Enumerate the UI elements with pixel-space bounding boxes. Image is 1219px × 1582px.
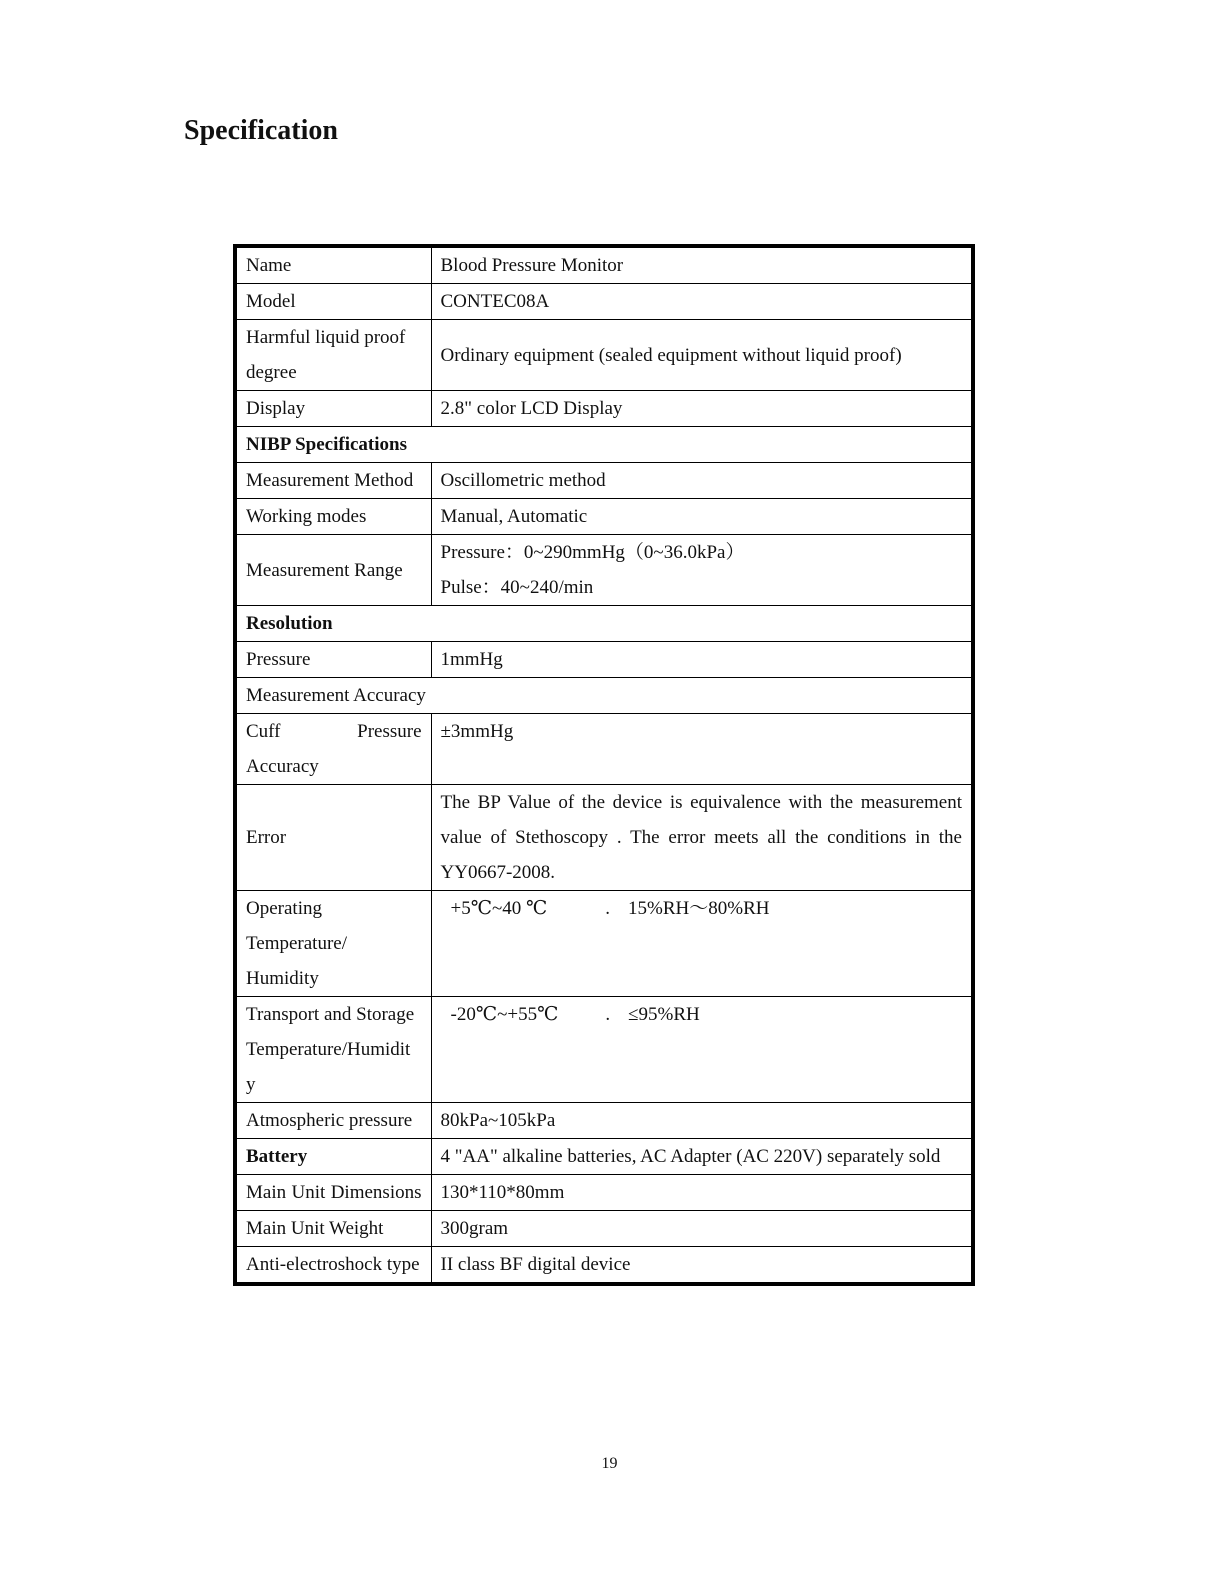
range-pulse: Pulse：40~240/min [440,577,594,598]
label-line: Temperature/Humidit [246,1039,411,1060]
row-label [235,997,431,1103]
row-label: Model [235,284,431,320]
table-row [235,1175,973,1211]
section-row [235,427,973,463]
table-row [235,1139,973,1175]
temperature-range: +5℃~40 ℃ [450,898,548,919]
separator: . [605,1004,611,1025]
row-label: Pressure [235,642,431,678]
table-row [235,535,973,606]
row-value: 2.8" color LCD Display [431,391,973,427]
page-title: Specification [184,115,338,146]
table-row [235,284,973,320]
row-value: Blood Pressure Monitor [431,246,973,284]
humidity-range: ≤95%RH [628,1004,700,1025]
separator: . [605,898,611,919]
table-row [235,1211,973,1247]
humidity-range: 15%RH～80%RH [628,898,770,919]
row-label: Main Unit Weight [235,1211,431,1247]
section-heading-accuracy: Measurement Accuracy [235,678,973,714]
row-label: Harmful liquid proof degree [235,320,431,391]
row-value: 80kPa~105kPa [431,1103,973,1139]
row-value: 1mmHg [431,642,973,678]
table-row [235,246,973,284]
row-label: Working modes [235,499,431,535]
row-label: Battery [235,1139,431,1175]
table-row [235,1247,973,1285]
row-label: Anti-electroshock type [235,1247,431,1285]
label-line: Transport and Storage [246,1004,415,1025]
label-line: Humidity [246,968,319,989]
table-row [235,320,973,391]
table-row [235,997,973,1103]
table-row [235,463,973,499]
row-value: 4 "AA" alkaline batteries, AC Adapter (AC 220V) separately sold [431,1139,973,1175]
row-value: Manual, Automatic [431,499,973,535]
specification-table [233,244,975,1286]
row-value: ±3mmHg [431,714,973,785]
table-row [235,499,973,535]
label-line: Operating [246,898,322,919]
row-value [431,535,973,606]
section-heading-resolution: Resolution [235,606,973,642]
row-value: Oscillometric method [431,463,973,499]
label-line: Temperature/ [246,933,348,954]
page-number: 19 [601,1455,618,1472]
row-label: Name [235,246,431,284]
row-value: II class BF digital device [431,1247,973,1285]
section-row [235,678,973,714]
row-label: Error [235,785,431,891]
row-label: Measurement Method [235,463,431,499]
row-label: Display [235,391,431,427]
label-line: y [246,1074,256,1095]
section-heading-nibp: NIBP Specifications [235,427,973,463]
table-row [235,642,973,678]
table-row [235,714,973,785]
row-label [235,891,431,997]
row-label: Cuff Pressure Accuracy [235,714,431,785]
row-value: Ordinary equipment (sealed equipment without liquid proof) [431,320,973,391]
row-value: The BP Value of the device is equivalence with the measurement value of Stethoscopy . The error meets all the conditions in the YY0667-2008. [431,785,973,891]
row-value [431,891,973,997]
row-value: 130*110*80mm [431,1175,973,1211]
temperature-range: -20℃~+55℃ [450,1004,559,1025]
row-label: Atmospheric pressure [235,1103,431,1139]
row-value [431,997,973,1103]
row-value: CONTEC08A [431,284,973,320]
range-pressure: Pressure：0~290mmHg（0~36.0kPa） [440,542,745,563]
row-label: Main Unit Dimensions [235,1175,431,1211]
table-row [235,1103,973,1139]
table-row [235,891,973,997]
table-row [235,785,973,891]
row-label: Measurement Range [235,535,431,606]
table-row [235,391,973,427]
row-value: 300gram [431,1211,973,1247]
section-row [235,606,973,642]
